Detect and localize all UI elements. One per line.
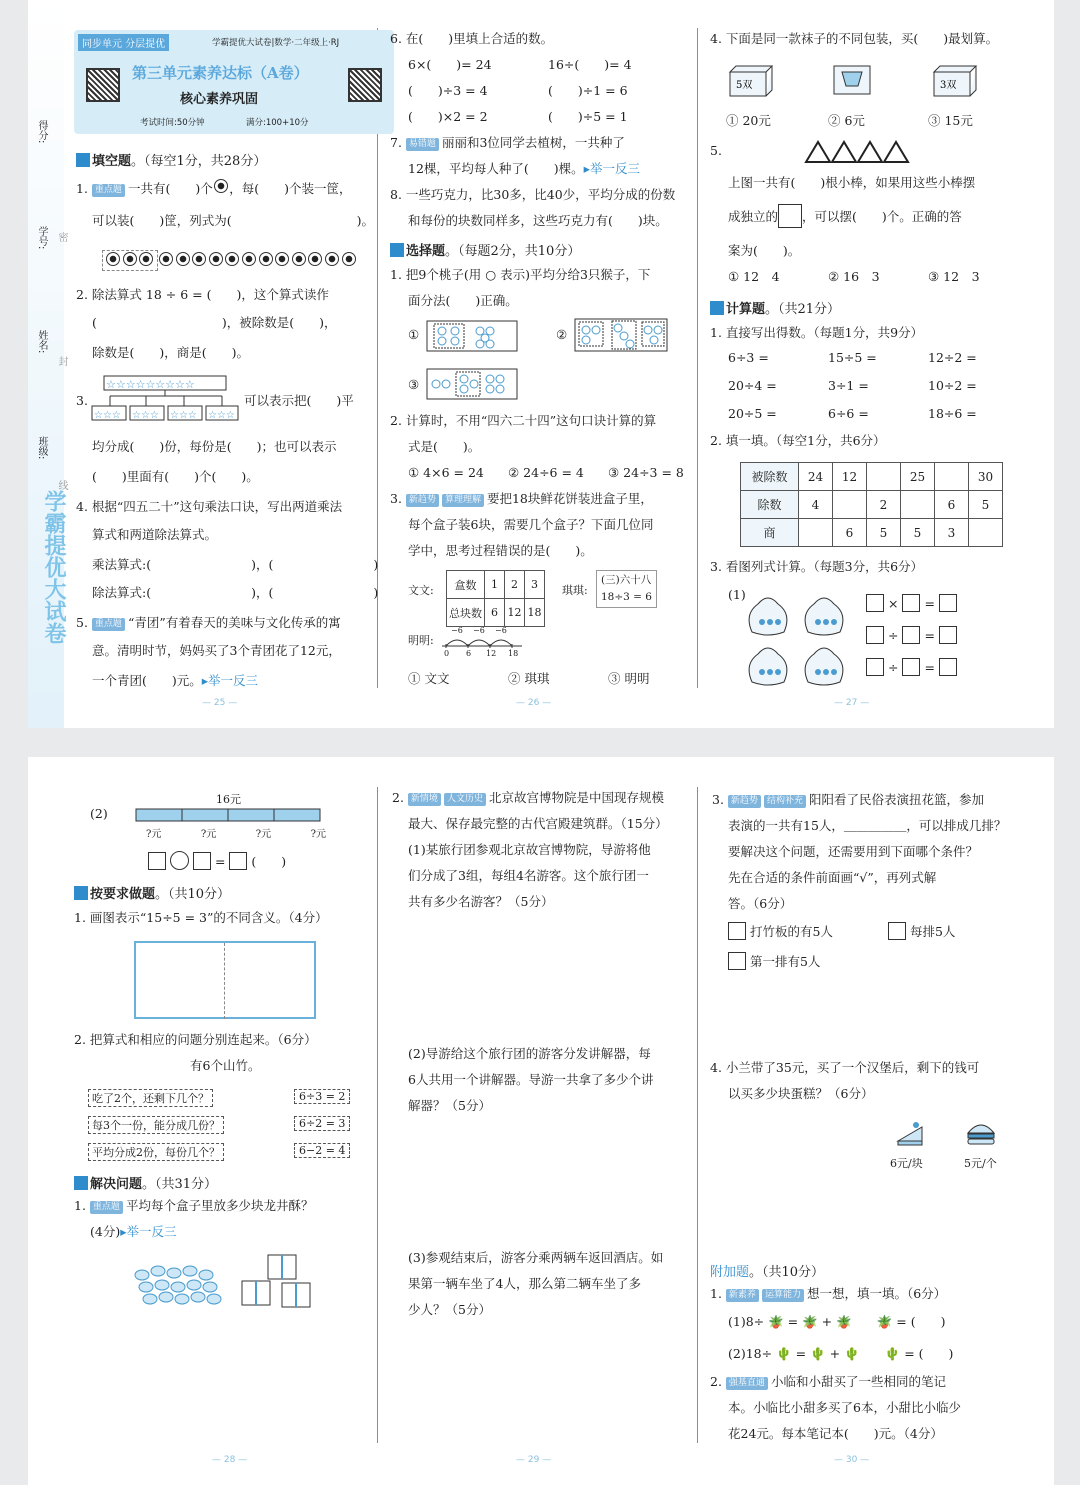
question-3-line3: ( )里面有( )个( )。 bbox=[92, 469, 259, 484]
exam-time: 考试时间:50分钟 bbox=[140, 118, 205, 128]
bonus-1: 1. 新素养 运算能力 想一想，填一填。（6分） bbox=[710, 1286, 947, 1301]
condition-2: 每排5人 bbox=[888, 919, 955, 945]
problem-3-line5: 答。（6分） bbox=[728, 896, 793, 911]
qr-code-right bbox=[348, 68, 382, 102]
problem-2-part1-line2: 们分成了3组，每组4名游客。这个旅行团一 bbox=[408, 868, 649, 883]
checkbox[interactable] bbox=[728, 952, 746, 970]
flower-pot-icon: 🪴 bbox=[836, 1314, 852, 1329]
choice-1-opt3-label: ③ bbox=[408, 377, 420, 392]
question-5: 5. 重点题 “青团”有着春天的美味与文化传承的寓 bbox=[76, 615, 341, 630]
answer-box[interactable] bbox=[866, 658, 884, 676]
soccer-ball-icon bbox=[225, 252, 239, 266]
mingming-label: 明明: bbox=[408, 634, 434, 647]
q6-r3b: ( )÷5 = 1 bbox=[548, 109, 628, 124]
task-2: 2. 把算式和相应的问题分别连起来。（6分） bbox=[74, 1032, 317, 1047]
wenwen-table: 盒数 1 2 3 总块数 6 12 18 bbox=[446, 570, 545, 627]
mingming-number-line bbox=[438, 622, 528, 658]
choice-1-opt1-label: ① bbox=[408, 327, 420, 342]
soccer-ball-icon bbox=[242, 252, 256, 266]
svg-text:☆☆☆: ☆☆☆ bbox=[132, 410, 159, 421]
choice-1: 1. 把9个桃子(用 ○ 表示)平均分给3只猴子，下 bbox=[390, 267, 651, 282]
bonus-1-row2: (2)18÷ 🌵 = 🌵 + 🌵 🌵 = ( ) bbox=[728, 1346, 954, 1361]
option-c[interactable]: ③ 12 3 bbox=[928, 269, 980, 284]
sock-pack-5 bbox=[728, 62, 774, 98]
soccer-ball-icon bbox=[259, 252, 273, 266]
option-a[interactable]: ① 12 4 bbox=[728, 269, 780, 284]
question-4-mult: 乘法算式:( )，( ) bbox=[92, 557, 379, 572]
question-3-right: 可以表示把( )平 bbox=[244, 393, 354, 408]
cake-price: 6元/块 bbox=[890, 1157, 923, 1170]
page-number: — 26 — bbox=[516, 698, 552, 708]
tick-label: 6 bbox=[466, 649, 472, 658]
series-title: 学霸提优大试卷|数学·二年级上·RJ bbox=[212, 38, 340, 48]
answer-box[interactable] bbox=[148, 852, 166, 870]
problem-2-part2-line3: 解器？（5分） bbox=[408, 1098, 491, 1113]
burger-price: 5元/个 bbox=[964, 1157, 997, 1170]
question-5-num: 5. bbox=[710, 143, 722, 158]
page-spread-bottom bbox=[28, 757, 1054, 1485]
q3-part2-label: (2) bbox=[90, 806, 108, 821]
bar-total-label: 16元 bbox=[216, 793, 241, 806]
soccer-ball-icon bbox=[308, 252, 322, 266]
question-1: 1. 重点题 一共有( )个 ，每( )个装一筐， bbox=[76, 181, 352, 196]
calc-item: 12÷2 = bbox=[928, 350, 977, 365]
question-8: 8. 一些巧克力，比30多，比40少，平均分成的份数 bbox=[390, 187, 676, 202]
problem-2-part2: (2)导游给这个旅行团的游客分发讲解器，每 bbox=[408, 1046, 651, 1061]
peaches-option-1 bbox=[426, 320, 518, 352]
match-answer-3[interactable]: 6−2 = 4 bbox=[294, 1143, 350, 1158]
question-3-line2: 均分成( )份，每份是( )；也可以表示 bbox=[92, 439, 337, 454]
eq-row-1: × = bbox=[866, 594, 957, 614]
question-5-line1: 上图一共有( )根小棒，如果用这些小棒摆 bbox=[728, 175, 976, 190]
problem-3: 3. 新趋势 结构补充 阳阳看了民俗表演扭花篮，参加 bbox=[712, 792, 984, 807]
cut-mark-3: 线 bbox=[56, 480, 67, 490]
bar-equation: = ( ) bbox=[148, 851, 286, 872]
option-c[interactable]: ③ 24÷3 = 8 bbox=[608, 465, 684, 480]
soccer-ball-icon bbox=[209, 252, 223, 266]
section-tasks: 按要求做题。（共10分） bbox=[74, 883, 230, 902]
problem-1-line2: (4分)▸举一反三 bbox=[90, 1224, 177, 1239]
section-calculation: 计算题。（共21分） bbox=[710, 298, 840, 317]
soccer-balls-row bbox=[102, 250, 357, 271]
soccer-ball-icon bbox=[292, 252, 306, 266]
problem-3-line2: 表演的一共有15人，＿＿＿＿＿，可以排成几排？ bbox=[728, 818, 1007, 833]
question-1-line2: 可以装( )筐，列式为( )。 bbox=[92, 213, 375, 228]
svg-text:☆☆☆: ☆☆☆ bbox=[208, 410, 235, 421]
full-score: 满分:100+10分 bbox=[246, 118, 309, 128]
soccer-ball-icon bbox=[342, 252, 356, 266]
q6-r2a: ( )÷3 = 4 bbox=[408, 83, 488, 98]
wenwen-label: 文文: bbox=[408, 584, 434, 597]
svg-text:☆☆☆: ☆☆☆ bbox=[94, 410, 121, 421]
question-7-line2: 12棵，平均每人种了( )棵。▸举一反三 bbox=[408, 161, 640, 176]
eq-row-3: ÷ = bbox=[866, 658, 957, 678]
soccer-ball-icon bbox=[176, 252, 190, 266]
class-label: 班级: bbox=[36, 436, 47, 460]
problem-2-part3: (3)参观结束后，游客分乘两辆车返回酒店。如 bbox=[408, 1250, 664, 1265]
section-bonus: 附加题。（共10分） bbox=[710, 1265, 825, 1280]
pastries-and-boxes-drawing bbox=[132, 1251, 328, 1311]
option-b[interactable]: ② 24÷6 = 4 bbox=[508, 465, 584, 480]
peaches-option-3 bbox=[426, 368, 518, 400]
money-bags-drawing bbox=[748, 586, 848, 690]
answer-box[interactable] bbox=[939, 658, 957, 676]
problem-3-line4: 先在合适的条件前面画“√”，再列式解 bbox=[728, 870, 937, 885]
cut-mark-2: 封 bbox=[56, 356, 67, 366]
plant-icon: 🌵 bbox=[776, 1346, 792, 1361]
section-fill-blank: 填空题。（每空1分，共28分） bbox=[76, 150, 266, 169]
calc-item: 20÷5 = bbox=[728, 406, 777, 421]
page-number: — 25 — bbox=[202, 698, 238, 708]
choice-1-line2: 面分法( )正确。 bbox=[408, 293, 518, 308]
flower-pot-icon: 🪴 bbox=[802, 1314, 818, 1329]
problem-1: 1. 重点题 平均每个盒子里放多少块龙井酥？ bbox=[74, 1198, 314, 1213]
problem-2-part3-line2: 果第一辆车坐了4人，那么第二辆车坐了多 bbox=[408, 1276, 641, 1291]
option-c[interactable]: ③ 明明 bbox=[608, 671, 650, 686]
choice-3-line3: 学中，思考过程错误的是( )。 bbox=[408, 543, 593, 558]
calc-item: 20÷4 = bbox=[728, 378, 777, 393]
plant-icon: 🌵 bbox=[810, 1346, 826, 1361]
qiqi-note: (三)六十八 18÷3 = 6 bbox=[596, 570, 657, 608]
sync-badge: 同步单元 分层提优 bbox=[78, 34, 169, 51]
q6-r3a: ( )×2 = 2 bbox=[408, 109, 488, 124]
problem-4-line2: 以买多少块蛋糕？（6分） bbox=[728, 1086, 874, 1101]
answer-box[interactable] bbox=[939, 594, 957, 612]
problem-2-part1-line3: 共有多少名游客？（5分） bbox=[408, 894, 554, 909]
soccer-ball-icon bbox=[192, 252, 206, 266]
problem-2-part2-line2: 6人共用一个讲解器。导游一共拿了多少个讲 bbox=[408, 1072, 654, 1087]
match-question-3[interactable]: 平均分成2份，每份几个？ bbox=[88, 1143, 224, 1161]
question-5-line2: 成独立的 ，可以摆( )个。正确的答 bbox=[728, 204, 962, 230]
problem-3-line3: 要解决这个问题，还需要用到下面哪个条件？ bbox=[728, 844, 979, 859]
choice-2-line2: 式是( )。 bbox=[408, 439, 481, 454]
question-2: 2. 除法算式 18 ÷ 6 = ( )，这个算式读作 bbox=[76, 287, 329, 302]
hamburger-icon bbox=[964, 1117, 998, 1149]
problem-2-part1: (1)某旅行团参观北京故宫博物院，导游将他 bbox=[408, 842, 651, 857]
answer-box[interactable] bbox=[902, 594, 920, 612]
svg-text:5双: 5双 bbox=[736, 80, 753, 91]
soccer-ball-icon bbox=[139, 252, 153, 266]
problem-4: 4. 小兰带了35元，买了一个汉堡后，剩下的钱可 bbox=[710, 1060, 980, 1075]
question-5-line2: 意。清明时节，妈妈买了3个青团花了12元， bbox=[92, 643, 341, 658]
question-4-line2: 算式和两道除法算式。 bbox=[92, 527, 218, 542]
calc-item: 18÷6 = bbox=[928, 406, 977, 421]
answer-box[interactable] bbox=[939, 626, 957, 644]
soccer-ball-icon bbox=[325, 252, 339, 266]
soccer-ball-icon bbox=[159, 252, 173, 266]
svg-text:3双: 3双 bbox=[940, 80, 957, 91]
eq-row-2: ÷ = bbox=[866, 626, 957, 646]
calc-item: 6÷6 = bbox=[828, 406, 869, 421]
calc-item: 15÷5 = bbox=[828, 350, 877, 365]
choice-3-options bbox=[408, 666, 688, 692]
column-divider bbox=[377, 787, 378, 1443]
calc-2: 2. 填一填。（每空1分，共6分） bbox=[710, 433, 886, 448]
sock-pack-3 bbox=[932, 62, 978, 98]
unit-header-band bbox=[74, 30, 394, 134]
question-4: 4. 根据“四五二十”这句乘法口诀，写出两道乘法 bbox=[76, 499, 343, 514]
sock-pack-single bbox=[832, 64, 872, 96]
square-shape bbox=[778, 204, 802, 228]
page-spread-top bbox=[28, 0, 1054, 728]
page-number: — 27 — bbox=[834, 698, 870, 708]
checkbox[interactable] bbox=[888, 922, 906, 940]
match-question-1[interactable]: 吃了2个，还剩下几个？ bbox=[88, 1089, 213, 1107]
flower-pot-icon: 🪴 bbox=[876, 1314, 893, 1329]
problem-2-line2: 最大、保存最完整的古代宫殿建筑群。（15分） bbox=[408, 816, 668, 831]
option-b[interactable]: ② 16 3 bbox=[828, 269, 880, 284]
answer-box[interactable] bbox=[229, 852, 247, 870]
jump-label: −6 bbox=[451, 626, 463, 635]
svg-text:☆☆☆☆☆☆☆☆☆: ☆☆☆☆☆☆☆☆☆ bbox=[106, 378, 195, 391]
calc-3-label: (1) bbox=[728, 587, 746, 602]
oral-calc-grid bbox=[728, 346, 1018, 426]
operator-circle[interactable] bbox=[170, 851, 189, 870]
answer-box[interactable] bbox=[902, 658, 920, 676]
stars-grouping-diagram bbox=[90, 374, 240, 426]
answer-box[interactable] bbox=[866, 594, 884, 612]
qr-code-left bbox=[86, 68, 120, 102]
calc-item: 6÷3 = bbox=[728, 350, 769, 365]
question-5-line3: 案为( )。 bbox=[728, 243, 801, 258]
plant-icon: 🌵 bbox=[884, 1346, 901, 1361]
choice-1-opt2-label: ② bbox=[556, 327, 568, 342]
svg-text:☆☆☆: ☆☆☆ bbox=[170, 410, 197, 421]
choice-2-options bbox=[408, 460, 688, 486]
choice-3-line2: 每个盒子装6块，需要几个盒子？下面几位同 bbox=[408, 517, 654, 532]
choice-3: 3. 新趋势 算理理解 要把18块鲜花饼装进盒子里， bbox=[390, 491, 653, 506]
soccer-ball-icon bbox=[123, 252, 137, 266]
option-b[interactable]: ② 6元 bbox=[828, 113, 865, 128]
soccer-ball-icon bbox=[106, 252, 120, 266]
condition-3: 第一排有5人 bbox=[728, 949, 820, 975]
option-a[interactable]: ① 文文 bbox=[408, 671, 450, 686]
bonus-2: 2. 强基直通 小临和小甜买了一些相同的笔记 bbox=[710, 1374, 946, 1389]
bonus-1-row1: (1)8÷ 🪴 = 🪴 + 🪴 🪴 = ( ) bbox=[728, 1314, 946, 1329]
option-b[interactable]: ② 琪琪 bbox=[508, 671, 550, 686]
question-4-div: 除法算式:( )，( ) bbox=[92, 585, 379, 600]
cut-mark-1: 密 bbox=[56, 232, 67, 242]
answer-box[interactable] bbox=[902, 626, 920, 644]
qiqi-label: 琪琪: bbox=[562, 584, 588, 597]
tick-label: 12 bbox=[486, 649, 497, 658]
section-problem-solving: 解决问题。（共31分） bbox=[74, 1173, 217, 1192]
socks-options bbox=[726, 108, 1026, 134]
calc-item: 10÷2 = bbox=[928, 378, 977, 393]
answer-box[interactable] bbox=[193, 852, 211, 870]
question-5-line3: 一个青团( )元。▸举一反三 bbox=[92, 673, 259, 688]
question-7: 7. 易错题 丽丽和3位同学去植树，一共种了 bbox=[390, 135, 625, 150]
question-3-num: 3. bbox=[76, 393, 88, 408]
task-2-sub: 有6个山竹。 bbox=[190, 1058, 261, 1073]
soccer-ball-icon bbox=[275, 252, 289, 266]
task-1: 1. 画图表示“15÷5 = 3”的不同含义。（4分） bbox=[74, 910, 328, 925]
calc-1: 1. 直接写出得数。（每题1分，共9分） bbox=[710, 325, 924, 340]
related-practice-link[interactable]: ▸举一反三 bbox=[120, 1224, 177, 1239]
student-id-label: 学号: bbox=[36, 226, 47, 250]
unit-title: 第三单元素养达标（A卷） bbox=[132, 64, 309, 82]
section-choice: 选择题。（每题2分，共10分） bbox=[390, 240, 580, 259]
score-label: 得分: bbox=[36, 120, 47, 144]
unit-subtitle: 核心素养巩固 bbox=[180, 92, 259, 107]
column-divider bbox=[697, 28, 698, 688]
tick-label: 18 bbox=[508, 649, 519, 658]
match-question-2[interactable]: 每3个一份，能分成几份？ bbox=[88, 1116, 224, 1134]
sticks-options bbox=[728, 264, 1028, 290]
bonus-2-line2: 本。小临比小甜多买了6本，小甜比小临少 bbox=[728, 1400, 961, 1415]
spine-strip bbox=[28, 0, 67, 728]
spine-brand: 学霸提优大试卷 bbox=[41, 490, 67, 644]
option-c[interactable]: ③ 15元 bbox=[928, 113, 973, 128]
q6-r1a: 6×( )= 24 bbox=[408, 57, 492, 72]
match-answer-2[interactable]: 6÷2 = 3 bbox=[294, 1116, 350, 1131]
page-number: — 29 — bbox=[516, 1455, 552, 1465]
checkbox[interactable] bbox=[728, 922, 746, 940]
price-bar-diagram bbox=[134, 805, 322, 827]
jump-label: −6 bbox=[495, 626, 507, 635]
flower-pot-icon: 🪴 bbox=[768, 1314, 784, 1329]
soccer-ball-icon bbox=[214, 179, 228, 193]
related-practice-link[interactable]: ▸举一反三 bbox=[583, 161, 640, 176]
jump-label: −6 bbox=[473, 626, 485, 635]
q6-r2b: ( )÷1 = 6 bbox=[548, 83, 628, 98]
condition-1: 打竹板的有5人 bbox=[728, 919, 833, 945]
name-label: 姓名: bbox=[36, 330, 47, 354]
question-2-line3: 除数是( )，商是( )。 bbox=[92, 345, 250, 360]
cake-icon bbox=[894, 1117, 928, 1149]
calc-item: 3÷1 = bbox=[828, 378, 869, 393]
division-table: 被除数 24 12 25 30 除数 4 2 6 5 商 6 5 5 3 bbox=[740, 462, 1003, 547]
answer-box[interactable] bbox=[866, 626, 884, 644]
drawing-area[interactable] bbox=[134, 941, 316, 1019]
problem-2: 2. 新情境 人文历史 北京故宫博物院是中国现存规模 bbox=[392, 790, 664, 805]
problem-2-part3-line3: 少人？（5分） bbox=[408, 1302, 491, 1317]
page-number: — 28 — bbox=[212, 1455, 248, 1465]
bar-part-labels: ?元 ?元 ?元 ?元 bbox=[146, 829, 326, 840]
match-answer-1[interactable]: 6÷3 = 2 bbox=[294, 1089, 350, 1104]
plant-icon: 🌵 bbox=[844, 1346, 860, 1361]
triangles-sticks bbox=[804, 140, 916, 166]
q6-r1b: 16÷( )= 4 bbox=[548, 57, 632, 72]
calc-3: 3. 看图列式计算。（每题3分，共6分） bbox=[710, 559, 924, 574]
option-a[interactable]: ① 20元 bbox=[726, 113, 771, 128]
page-number: — 30 — bbox=[834, 1455, 870, 1465]
related-practice-link[interactable]: ▸举一反三 bbox=[201, 673, 259, 688]
question-6: 6. 在( )里填上合适的数。 bbox=[390, 31, 554, 46]
question-4-socks: 4. 下面是同一款袜子的不同包装，买( )最划算。 bbox=[710, 31, 999, 46]
choice-2: 2. 计算时，不用“四六二十四”这句口诀计算的算 bbox=[390, 413, 657, 428]
bonus-2-line3: 花24元。每本笔记本( )元。（4分） bbox=[728, 1426, 943, 1441]
option-a[interactable]: ① 4×6 = 24 bbox=[408, 465, 484, 480]
question-2-line2: ( )，被除数是( )， bbox=[92, 315, 337, 330]
tick-label: 0 bbox=[444, 649, 450, 658]
column-divider bbox=[697, 787, 698, 1443]
question-8-line2: 和每份的块数同样多，这些巧克力有( )块。 bbox=[408, 213, 668, 228]
peaches-option-2 bbox=[574, 318, 668, 352]
